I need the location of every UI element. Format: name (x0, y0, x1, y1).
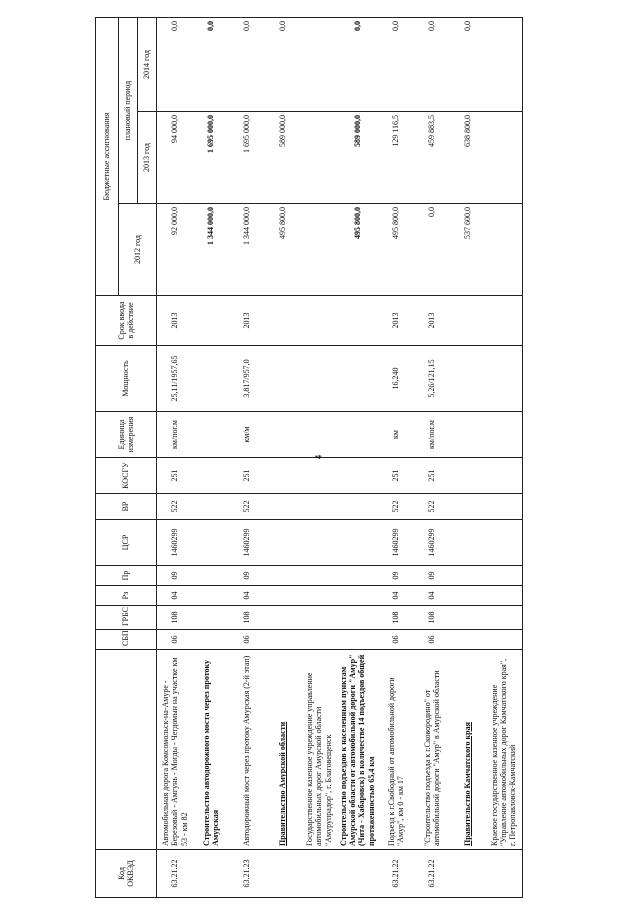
cell-rz (157, 586, 194, 606)
th-2014: 2014 год (138, 18, 157, 112)
cell-v2014 (229, 18, 265, 112)
cell-v2013 (414, 112, 450, 204)
cell-okved-text: 63.21.22 (427, 859, 437, 888)
cell-cap (486, 346, 523, 412)
cell-vr-text: 522 (242, 500, 252, 513)
cell-year (301, 296, 337, 346)
cell-v2012 (486, 204, 523, 296)
cell-kosgu-text: 251 (242, 469, 252, 482)
cell-okved-text: 63.21.23 (242, 859, 252, 888)
cell-okved-text: 63.21.22 (391, 859, 401, 888)
cell-unit (486, 412, 523, 458)
cell-name-text: Автодорожный мост через протоку Амурская (2-й этап) (242, 655, 252, 846)
cell-v2014-text: 0,0 (391, 21, 401, 31)
th-name (96, 650, 157, 850)
cell-grbs (157, 606, 194, 630)
cell-pr (265, 566, 301, 586)
cell-okved (157, 850, 194, 898)
cell-unit (337, 412, 378, 458)
cell-rz (378, 586, 414, 606)
cell-kosgu-text: 251 (427, 469, 437, 482)
cell-grbs (450, 606, 486, 630)
cell-pr-text: 09 (170, 571, 180, 580)
cell-cap (265, 346, 301, 412)
cell-year (157, 296, 194, 346)
cell-sbp (229, 630, 265, 650)
cell-sbp-text: 06 (170, 635, 180, 644)
cell-vr (301, 494, 337, 520)
cell-rz-text: 04 (242, 591, 252, 600)
cell-sbp (265, 630, 301, 650)
cell-name (229, 650, 265, 850)
th-kosgu: КОСГУ (96, 458, 157, 494)
cell-v2014 (450, 18, 486, 112)
table-row (450, 18, 486, 898)
rotated-table-wrapper (95, 18, 640, 898)
cell-rz (265, 586, 301, 606)
cell-v2014-text: 0,0 (206, 21, 216, 31)
cell-sbp (193, 630, 229, 650)
cell-kosgu (229, 458, 265, 494)
cell-v2013 (157, 112, 194, 204)
cell-year-text: 2013 (242, 312, 252, 329)
cell-v2012 (301, 204, 337, 296)
cell-kosgu (450, 458, 486, 494)
th-capacity: Мощность (96, 346, 157, 412)
cell-unit (157, 412, 194, 458)
cell-v2014 (414, 18, 450, 112)
cell-csr (450, 520, 486, 566)
cell-okved (229, 850, 265, 898)
th-grbs: ГРБС (96, 606, 157, 630)
cell-csr-text: 1460299 (427, 528, 437, 557)
cell-okved (414, 850, 450, 898)
cell-v2014-text: 0,0 (278, 21, 288, 31)
cell-year (414, 296, 450, 346)
cell-name (378, 650, 414, 850)
cell-year (378, 296, 414, 346)
cell-pr (414, 566, 450, 586)
cell-unit (193, 412, 229, 458)
cell-v2012 (450, 204, 486, 296)
cell-csr (301, 520, 337, 566)
cell-name (414, 650, 450, 850)
cell-vr (450, 494, 486, 520)
cell-pr (301, 566, 337, 586)
cell-kosgu (301, 458, 337, 494)
cell-csr (414, 520, 450, 566)
cell-name (486, 650, 523, 850)
cell-sbp (378, 630, 414, 650)
cell-year-text: 2013 (391, 312, 401, 329)
table-row (265, 18, 301, 898)
cell-grbs-text: 108 (391, 611, 401, 624)
cell-v2013-text: 638 800,0 (463, 115, 473, 147)
cell-sbp (337, 630, 378, 650)
cell-vr (265, 494, 301, 520)
th-deadline: Срок ввода в действие (96, 296, 157, 346)
table-row (486, 18, 523, 898)
cell-name-text: Автомобильная дорога Комсомольск-на-Амуре - Березовый - Амгунь - Могды - Чегдомын на участке км 53 - км 82 (161, 657, 189, 846)
cell-v2012 (337, 204, 378, 296)
cell-grbs (414, 606, 450, 630)
cell-v2014 (486, 18, 523, 112)
cell-v2013 (193, 112, 229, 204)
cell-pr-text: 09 (242, 571, 252, 580)
page-number: 4 (313, 454, 324, 460)
table-row (337, 18, 378, 898)
cell-kosgu (486, 458, 523, 494)
cell-kosgu (265, 458, 301, 494)
cell-v2012-text: 537 600,0 (463, 207, 473, 239)
th-kod-okved: Код ОКВЭД (96, 850, 157, 898)
cell-v2012 (193, 204, 229, 296)
cell-v2012-text: 495 800,0 (391, 207, 401, 239)
cell-year (193, 296, 229, 346)
cell-grbs (265, 606, 301, 630)
cell-rz (414, 586, 450, 606)
cell-cap-text: 3,817/957,0 (242, 359, 252, 398)
cell-v2014 (378, 18, 414, 112)
cell-name-text: Строительство подъездов к населенным пунктам Амурской области от автомобильной дороги "Амур" (Чита - Хабаровск) в количестве 14 подъездов общей протяженностью 65,4 км (339, 654, 376, 846)
cell-v2012 (378, 204, 414, 296)
cell-grbs-text: 108 (242, 611, 252, 624)
cell-cap-text: 5,26/121,15 (427, 359, 437, 398)
cell-cap (301, 346, 337, 412)
cell-okved (486, 850, 523, 898)
cell-v2013-text: 1 695 000,0 (206, 115, 216, 153)
cell-v2013-text: 94 000,0 (170, 115, 180, 143)
cell-v2012 (414, 204, 450, 296)
cell-vr (378, 494, 414, 520)
cell-sbp (414, 630, 450, 650)
cell-okved (337, 850, 378, 898)
cell-cap-text: 16,240 (391, 367, 401, 390)
cell-grbs (486, 606, 523, 630)
cell-v2012-text: 1 344 000,0 (206, 207, 216, 245)
cell-cap (157, 346, 194, 412)
table-row (414, 18, 450, 898)
cell-csr-text: 1460299 (242, 528, 252, 557)
cell-grbs (229, 606, 265, 630)
th-csr: ЦСР (96, 520, 157, 566)
cell-sbp (450, 630, 486, 650)
cell-kosgu (193, 458, 229, 494)
cell-v2013 (337, 112, 378, 204)
cell-v2014-text: 0,0 (463, 21, 473, 31)
cell-year (486, 296, 523, 346)
cell-v2013-text: 589 000,0 (278, 115, 288, 147)
cell-grbs (193, 606, 229, 630)
cell-v2013-text: 459 883,5 (427, 115, 437, 147)
cell-v2014 (301, 18, 337, 112)
cell-v2012 (265, 204, 301, 296)
cell-vr (193, 494, 229, 520)
cell-rz-text: 04 (427, 591, 437, 600)
cell-csr (265, 520, 301, 566)
cell-rz-text: 04 (170, 591, 180, 600)
cell-csr (337, 520, 378, 566)
cell-vr (414, 494, 450, 520)
th-unit: Единица измерения (96, 412, 157, 458)
cell-csr (378, 520, 414, 566)
cell-sbp-text: 06 (242, 635, 252, 644)
th-vr: ВР (96, 494, 157, 520)
cell-cap (378, 346, 414, 412)
cell-pr (229, 566, 265, 586)
cell-v2014-text: 0,0 (170, 21, 180, 31)
cell-v2012-text: 92 000,0 (170, 207, 180, 235)
cell-sbp (486, 630, 523, 650)
cell-kosgu (414, 458, 450, 494)
cell-unit-text: км/пог.м (170, 420, 180, 449)
cell-v2012 (229, 204, 265, 296)
cell-rz-text: 04 (391, 591, 401, 600)
cell-vr-text: 522 (391, 500, 401, 513)
cell-year (450, 296, 486, 346)
cell-name (337, 650, 378, 850)
cell-csr-text: 1460299 (170, 528, 180, 557)
cell-v2012 (157, 204, 194, 296)
cell-v2012-text: 1 344 000,0 (242, 207, 252, 245)
cell-cap (229, 346, 265, 412)
cell-okved (193, 850, 229, 898)
cell-v2013 (450, 112, 486, 204)
cell-name-text: "Строительство подъезда к г.Сковородино" от автомобильной дороги "Амур" в Амурской области (422, 670, 441, 846)
cell-pr (486, 566, 523, 586)
cell-grbs (301, 606, 337, 630)
cell-name-text: Строительство автодорожного моста через протоку Амурская (201, 659, 220, 846)
cell-name-text: Правительство Амурской области (278, 721, 288, 846)
cell-csr (486, 520, 523, 566)
cell-v2012-text: 0,0 (427, 207, 437, 217)
cell-name (265, 650, 301, 850)
cell-vr (337, 494, 378, 520)
th-budget: Бюджетные ассигнования (96, 18, 119, 296)
cell-okved (301, 850, 337, 898)
cell-vr (157, 494, 194, 520)
cell-unit-text: км/пог.м (427, 420, 437, 449)
cell-v2013 (378, 112, 414, 204)
cell-grbs-text: 108 (170, 611, 180, 624)
cell-pr (450, 566, 486, 586)
cell-unit (301, 412, 337, 458)
cell-grbs (378, 606, 414, 630)
th-rz: Рз (96, 586, 157, 606)
cell-name (193, 650, 229, 850)
cell-okved (378, 850, 414, 898)
cell-sbp (157, 630, 194, 650)
cell-okved-text: 63.21.22 (170, 859, 180, 888)
cell-v2013-text: 589 000,0 (352, 115, 362, 147)
th-pr: Пр (96, 566, 157, 586)
cell-pr (193, 566, 229, 586)
cell-v2013-text: 1 695 000,0 (242, 115, 252, 153)
cell-csr-text: 1460299 (391, 528, 401, 557)
cell-name-text: Краевое государственное казенное учреждение "Управление автомобильных дорог Камчатского края", г. Петропавловск-Камчатский (489, 658, 518, 846)
th-sbp: СБП (96, 630, 157, 650)
cell-v2014 (265, 18, 301, 112)
cell-pr (378, 566, 414, 586)
cell-v2013-text: 129 116,5 (391, 115, 401, 147)
cell-rz (229, 586, 265, 606)
cell-year (229, 296, 265, 346)
cell-rz (337, 586, 378, 606)
cell-unit (229, 412, 265, 458)
cell-cap (337, 346, 378, 412)
cell-vr-text: 522 (427, 500, 437, 513)
cell-name (157, 650, 194, 850)
cell-year (337, 296, 378, 346)
cell-name (450, 650, 486, 850)
cell-v2013 (265, 112, 301, 204)
cell-sbp (301, 630, 337, 650)
cell-rz (193, 586, 229, 606)
cell-unit (450, 412, 486, 458)
cell-cap-text: 25,11/1957,65 (170, 355, 180, 402)
cell-kosgu-text: 251 (170, 469, 180, 482)
cell-cap (193, 346, 229, 412)
cell-name (301, 650, 337, 850)
cell-vr-text: 522 (170, 500, 180, 513)
cell-v2014 (157, 18, 194, 112)
cell-v2014-text: 0,0 (352, 21, 362, 31)
th-2013: 2013 год (138, 112, 157, 204)
cell-csr (229, 520, 265, 566)
cell-pr (337, 566, 378, 586)
cell-sbp-text: 06 (391, 635, 401, 644)
cell-pr-text: 09 (391, 571, 401, 580)
cell-unit-text: км (391, 430, 401, 439)
cell-v2013 (486, 112, 523, 204)
table-row (378, 18, 414, 898)
cell-csr (157, 520, 194, 566)
cell-name-text: Подъезд к г.Свободный от автомобильной дороги "Амур", км 0 - км 17 (386, 677, 405, 846)
table-row (229, 18, 265, 898)
cell-rz (301, 586, 337, 606)
cell-rz (450, 586, 486, 606)
table-row (157, 18, 194, 898)
cell-kosgu-text: 251 (391, 469, 401, 482)
cell-rz (486, 586, 523, 606)
cell-kosgu (378, 458, 414, 494)
cell-pr (157, 566, 194, 586)
cell-year-text: 2013 (170, 312, 180, 329)
cell-unit (378, 412, 414, 458)
cell-v2014 (337, 18, 378, 112)
table-body (157, 18, 523, 898)
cell-year-text: 2013 (427, 312, 437, 329)
cell-name-text: Государственное казенное учреждение управление автомобильных дорог Амурской области "Амурупрадор", г. Благовещенск (305, 672, 333, 846)
cell-name-text: Правительство Камчатского края (463, 722, 473, 846)
cell-v2014-text: 0,0 (242, 21, 252, 31)
th-planned: плановый период (119, 18, 138, 204)
cell-okved (450, 850, 486, 898)
cell-csr (193, 520, 229, 566)
cell-cap (450, 346, 486, 412)
cell-v2014-text: 0,0 (427, 21, 437, 31)
cell-unit (265, 412, 301, 458)
cell-vr (486, 494, 523, 520)
cell-kosgu (337, 458, 378, 494)
cell-vr (229, 494, 265, 520)
cell-sbp-text: 06 (427, 635, 437, 644)
cell-unit (414, 412, 450, 458)
cell-grbs (337, 606, 378, 630)
cell-unit-text: км/м (242, 426, 252, 443)
cell-v2014 (193, 18, 229, 112)
cell-v2012-text: 495 800,0 (278, 207, 288, 239)
cell-pr-text: 09 (427, 571, 437, 580)
cell-okved (265, 850, 301, 898)
cell-kosgu (157, 458, 194, 494)
cell-v2013 (229, 112, 265, 204)
table-header (96, 18, 157, 898)
cell-v2013 (301, 112, 337, 204)
budget-table (95, 17, 523, 898)
table-row (193, 18, 229, 898)
cell-v2012-text: 495 800,0 (352, 207, 362, 239)
cell-grbs-text: 108 (427, 611, 437, 624)
cell-year (265, 296, 301, 346)
th-2012: 2012 год (119, 204, 157, 296)
cell-cap (414, 346, 450, 412)
